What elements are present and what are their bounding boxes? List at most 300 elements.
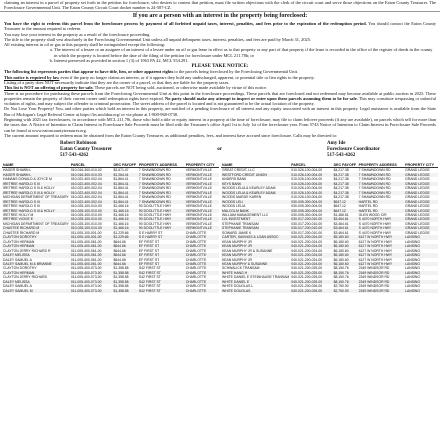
cell-address: S42 FIRST ST: [138, 271, 185, 275]
cell-city: VERMONTVILLE: [185, 204, 212, 209]
cell-address: 7 SHAWNDOWN RD: [358, 195, 391, 200]
cell-city: CHARLOTTE: [185, 248, 207, 253]
required-bold: This notice is required by law: [4, 74, 60, 80]
cell-parcel: 010-025-100-010-00: [70, 204, 102, 209]
cell-name: ANDERS BANK: [222, 177, 247, 182]
cell-name: WOODS LELIA: [222, 204, 246, 209]
cell-payoff: $1,358.58: [112, 271, 137, 275]
cell-parcel: 030-005-300-004-00: [290, 200, 332, 204]
cell-name: DALEY SAMUEL A: [3, 284, 32, 289]
cell-address: EF FIRST ST: [138, 248, 160, 253]
cell-name: SOWARD JAMIE K: [222, 230, 252, 235]
cell-city: VERMONTVILLE: [185, 195, 212, 200]
cell-address: 2349 WINDSOR RD: [358, 289, 404, 293]
listing-note: Listing of a party does NOT necessarily indicate that they are the owner of a parcel, or that they are liable for the property taxes.: [4, 79, 230, 85]
cell-city: LANSING: [405, 239, 420, 244]
cell-address: S 4470 NORTH HWY: [358, 217, 404, 221]
cell-parcel: 040-021-200-024-00: [290, 262, 332, 266]
cell-parcel: 040-021-200-024-00: [291, 248, 323, 253]
contact-phone: 517-543-4262: [326, 153, 356, 159]
cell-name: KEAN MURPHY JR & SUSANNE: [222, 248, 273, 253]
contact-title: Eaton County Treasurer: [60, 147, 113, 153]
cell-parcel: 010-025-100-010-00: [70, 221, 102, 226]
cell-name: WOODS LELI: [221, 200, 290, 204]
cell-address: S42 FIRST ST: [138, 266, 161, 271]
cell-payoff: $4,217.38: [333, 173, 358, 177]
cell-city: VERMONTVILLE: [185, 182, 219, 186]
cell-city: GRAND LEDGE: [405, 204, 430, 209]
cell-name: CARTER, SAVINGS & LOAN ASSOC: [221, 235, 290, 239]
cell-payoff: $4,217.38: [333, 195, 349, 200]
cell-address: S42 FIRST ST: [138, 280, 185, 284]
cell-address: 7 SHAWNDOWN RD: [358, 168, 391, 173]
cell-name: WESTFORD CREDIT UNION: [221, 173, 290, 177]
cell-city: LANSING: [405, 266, 420, 271]
cell-address: S 4470 NORTH HWY: [358, 221, 392, 226]
cell-city: GRAND LEDGE: [404, 200, 438, 204]
surplus-claim-paragraph: Beginning with 2021 tax foreclosures, in accordance with MCL 211.78t, those who hold a title or equity interest in a property at the time of foreclosure, may file to claim leftover proceeds (if any are available), on parcels which sell for more than the taxes due. A Notice of Intention to Claim Interest in Foreclosure Sale Proceeds must be filed with the Treasurer's office April 1st to July 1st of the foreclosure year. Form 5743 Notice of Intention to Claim Interest in Foreclosure Sale Proceeds can be found at www.eatoncountytreasurer.org.: [4, 117, 436, 133]
oil-gas-item: b. Interest preserved as provided in section 1 (3) of 1963 PA 42, MCL 554.291.: [54, 58, 436, 63]
cell-payoff: $4,217.38: [333, 186, 349, 191]
cell-parcel: 011-005-100-001-00: [70, 235, 113, 239]
col-address: PROPERTY ADDRESS: [358, 163, 404, 168]
cell-city: GRAND LEDGE: [405, 230, 430, 235]
cell-city: VERMONTVILLE: [185, 200, 219, 204]
cell-city: CHARLOTTE: [185, 275, 207, 280]
please-notice-heading: PLEASE TAKE NOTICE:: [191, 64, 249, 70]
cell-name: WHITE DANIEL E: [221, 280, 290, 284]
cell-payoff: $1,864.41: [112, 182, 137, 186]
contact-or: or: [217, 147, 222, 153]
not-offering-bold: This list is NOT an offering of property for sale.: [4, 85, 94, 91]
cell-parcel: 010-025-100-010-00: [70, 212, 102, 217]
cell-payoff: $2,750.90: [333, 284, 349, 289]
cell-address: 7 SHAWNDOWN RD: [358, 191, 404, 195]
docket-paragraph: claiming an interest in a parcel of property set forth in the petition for foreclosure, who desires to contest that petition, must file written objections with the clerk of the circuit court and serve those objections on the Eaton County Treasurer. The Foreclosure Governmental Unit. The Eaton County Circuit Court docket number is 24-587-CZ.: [4, 0, 436, 11]
cell-parcel: 011-005-400-073-00: [70, 284, 102, 289]
cell-address: 7 SHAWNDOWN RD: [358, 173, 404, 177]
procedure-text: There is no procedure for purchasing these parcels from the Foreclosing Governmental Unit at this point in the foreclosure proceedings. These parcels that are foreclosed and not redeemed may become available at public auction in 2025. These properties remain the property of their current owner until redemption rights have expired.: [4, 90, 436, 101]
cell-parcel: 010-022-400-002-04: [70, 182, 113, 186]
cell-name: CLAYTON DOROTHY: [3, 266, 37, 271]
cell-address: HARTEL RD: [358, 204, 378, 209]
cell-payoff: $1,358.58: [112, 280, 137, 284]
cell-parcel: 010-026-100-004-00: [291, 186, 323, 191]
cell-name: IRETREE HAROLD S III: [2, 182, 70, 186]
cell-parcel: 010-026-100-004-00: [290, 173, 332, 177]
cell-payoff: $8,150.76: [333, 280, 358, 284]
top-cut-paragraph: [0, 0, 440, 12]
cell-address: 2349 WINDSOR RD: [358, 275, 390, 280]
cell-city: CHARLOTTE: [185, 280, 219, 284]
cell-address: 7 SHAWNDOWN RD: [138, 168, 171, 173]
cell-parcel: 011-005-400-061-00: [70, 244, 113, 248]
cell-address: GLEN WOOD CIR: [358, 212, 387, 217]
cell-address: EF FIRST ST: [138, 257, 160, 262]
cell-parcel: 010-025-100-010-00: [70, 209, 113, 213]
cell-parcel: 040-021-200-025-00: [291, 275, 323, 280]
parcel-table-right: [221, 163, 438, 293]
cell-city: GRAND LEDGE: [405, 212, 430, 217]
cell-city: CHARLOTTE: [185, 244, 219, 248]
cell-payoff: $647.12: [333, 204, 346, 209]
col-payoff: DEC PAYOFF: [113, 163, 137, 168]
cell-parcel: 040-021-200-024-00: [290, 244, 332, 248]
cell-city: VERMONTVILLE: [185, 221, 212, 226]
cell-city: CHARLOTTE: [185, 230, 207, 235]
cell-address: 6127 W NORTH HWY: [358, 244, 404, 248]
cell-name: WOODS MARJIE KAREN: [222, 195, 262, 200]
cell-parcel: 010-026-100-004-00: [290, 182, 332, 186]
cell-name: CHASTEE RICHARD M: [3, 230, 40, 235]
cell-city: CHARLOTTE: [185, 271, 219, 275]
cell-parcel: 030-005-300-004-00: [291, 204, 323, 209]
cell-parcel: 011-005-400-061-00: [70, 239, 102, 244]
cell-address: 7 SHAWNDOWN RD: [138, 182, 185, 186]
cell-city: VERMONTVILLE: [185, 191, 219, 195]
cell-parcel: 040-021-200-025-00: [291, 266, 323, 271]
cell-parcel: 011-005-400-061-00: [70, 253, 113, 257]
cell-city: VERMONTVILLE: [185, 217, 219, 221]
cell-name: CLAYTON DOROTHY: [2, 235, 70, 239]
cell-name: DALEY MELISSA: [2, 280, 70, 284]
cell-address: S 4470 NORTH HWY: [358, 226, 404, 230]
cell-parcel: 011-005-400-073-00: [70, 275, 102, 280]
cell-city: GRAND LEDGE: [404, 182, 438, 186]
cell-address: S E HARRY ST: [138, 230, 163, 235]
cell-name: LVL INVESTMENT: [221, 217, 290, 221]
cell-name: CLAYTON JERRY RICHARD R: [3, 248, 51, 253]
cell-city: GRAND LEDGE: [405, 186, 430, 191]
cell-parcel: 010-016-300-010-02: [70, 168, 102, 173]
cell-name: GREAT CREDIT, LLC: [222, 168, 255, 173]
cell-address: 6127 W NORTH HWY: [358, 235, 404, 239]
cell-city: LANSING: [404, 235, 438, 239]
cell-address: 7 SHAWNDOWN RD: [138, 173, 185, 177]
cell-payoff: $644.66: [113, 257, 126, 262]
cell-payoff: $6,180.60: [333, 253, 358, 257]
cell-parcel: 010-025-100-010-00: [70, 226, 113, 230]
cell-address: EF FIRST ST: [138, 244, 185, 248]
col-address: PROPERTY ADDRESS: [138, 163, 185, 168]
cell-parcel: 010-022-400-002-04: [70, 186, 102, 191]
cell-payoff: $1,864.41: [112, 200, 137, 204]
cell-name: KEAN MURPHY JR: [221, 253, 290, 257]
col-city: PROPERTY CITY: [185, 163, 219, 168]
cell-payoff: $4,217.38: [333, 191, 358, 195]
cell-payoff: $6,180.60: [333, 239, 349, 244]
cell-payoff: $1,358.58: [113, 266, 129, 271]
cell-name: STEPHANIE TRANSAM: [221, 226, 290, 230]
cell-name: DALEY MELISSA: [2, 253, 70, 257]
cell-city: GRAND LEDGE: [405, 168, 430, 173]
oil-gas-intro: All existing interest in oil or gas in this property shall be extinguished except the following:: [4, 42, 166, 48]
cell-parcel: 010-026-100-004-00: [291, 195, 323, 200]
cell-name: CLAYTON JERRY RICHARD: [3, 275, 48, 280]
cell-name: IRETREE HOLLY M: [3, 212, 34, 217]
cell-address: 7 SHAWNDOWN RD: [358, 177, 391, 182]
cell-address: S 4470 NORTH HWY: [358, 230, 392, 235]
cell-city: GRAND LEDGE: [404, 173, 438, 177]
cell-address: S42 FIRST ST: [138, 284, 161, 289]
cell-city: CHARLOTTE: [185, 284, 207, 289]
cell-name: HAGER SHAWN L: [2, 173, 70, 177]
table-row: [221, 289, 438, 293]
cell-parcel: 010-022-400-002-04: [70, 177, 102, 182]
cell-payoff: $1,864.41: [113, 186, 129, 191]
col-name: NAME: [2, 163, 70, 168]
contact-title: Foreclosure Coordinator: [326, 147, 380, 153]
col-city: PROPERTY CITY: [404, 163, 438, 168]
cell-city: GRAND LEDGE: [404, 209, 438, 213]
contact-coordinator: [327, 141, 380, 159]
cell-payoff: $647.12: [333, 209, 358, 213]
cell-name: KEAN MURPHY JR: [222, 239, 252, 244]
cell-parcel: 030-017-200-010-00: [290, 217, 332, 221]
cell-parcel: 010-022-400-002-04: [70, 191, 113, 195]
cell-address: 6127 W NORTH HWY: [358, 253, 404, 257]
cell-payoff: $3,464.61: [333, 217, 358, 221]
cell-parcel: 040-021-200-025-00: [290, 271, 332, 275]
cell-name: CLAYTON HERMAN: [3, 239, 35, 244]
cell-city: CHARLOTTE: [185, 239, 207, 244]
cell-name: IRETREE VICKIE E: [2, 217, 70, 221]
cell-address: 90 DOOLITTLE HWY: [138, 209, 185, 213]
cell-address: 2349 WINDSOR RD: [358, 266, 390, 271]
cell-parcel: 040-021-200-024-00: [291, 257, 323, 262]
cell-parcel: 010-026-100-004-00: [291, 177, 323, 182]
cell-payoff: $1,358.58: [113, 275, 129, 280]
redeem-paragraph: [4, 21, 436, 32]
cell-parcel: 011-005-100-001-00: [70, 230, 102, 235]
cell-parcel: 030-017-200-010-00: [290, 226, 332, 230]
cell-address: 7 SHAWNDOWN RD: [138, 186, 171, 191]
cell-payoff: $644.66: [112, 262, 137, 266]
cell-address: 2349 WINDSOR RD: [358, 280, 404, 284]
cell-payoff: $1,358.58: [113, 284, 129, 289]
cell-city: VERMONTVILLE: [185, 177, 212, 182]
col-parcel: PARCEL: [70, 163, 113, 168]
cell-payoff: $1,229.66: [113, 230, 129, 235]
cell-address: S E HARRY ST: [138, 235, 185, 239]
cell-payoff: $1,466.16: [113, 221, 129, 226]
cell-payoff: $3,464.61: [333, 230, 349, 235]
cell-name: MALCOLM BANK: [221, 209, 290, 213]
cell-parcel: 010-022-400-002-04: [70, 195, 102, 200]
cell-parcel: 011-005-400-073-00: [70, 280, 113, 284]
cell-city: GRAND LEDGE: [405, 195, 430, 200]
cell-parcel: 011-005-400-061-00: [70, 257, 102, 262]
parcel-tables: [2, 163, 438, 293]
cell-parcel: 011-005-400-073-00: [70, 266, 102, 271]
cell-name: KEAN MURPHY JR: [221, 244, 290, 248]
cell-city: LANSING: [404, 253, 438, 257]
cell-parcel: 030-005-300-004-00: [290, 209, 332, 213]
cell-address: 7 SHAWNDOWN RD: [138, 195, 171, 200]
cell-city: CHARLOTTE: [185, 289, 219, 293]
cell-parcel: 040-021-200-024-00: [290, 235, 332, 239]
cell-payoff: $4,217.38: [333, 168, 349, 173]
cell-payoff: $4,217.38: [333, 182, 358, 186]
cell-payoff: $3,464.61: [333, 226, 358, 230]
cell-name: CLAYTON HERMAN: [2, 244, 70, 248]
cell-payoff: $1,264.41: [112, 173, 137, 177]
cell-name: WHITE HANG H: [221, 271, 290, 275]
cell-parcel: 011-005-400-061-00: [70, 262, 113, 266]
parties-rest: to the parcels being foreclosed by the Foreclosing Governmental Unit.: [174, 69, 299, 75]
cell-payoff: $8,150.76: [333, 266, 349, 271]
cell-parcel: 010-025-100-010-00: [70, 217, 113, 221]
cell-parcel: 040-021-200-025-00: [290, 280, 332, 284]
cell-name: WILLIAM MANAGEMENT LLC: [222, 212, 269, 217]
cell-name: WOODS LELIA & KEARLEY ADAM: [222, 186, 276, 191]
cell-name: WHITE DOUGLAS L: [222, 284, 254, 289]
oil-gas-item: a. The interest of a lessee or an assignee of an interest of a lessee under an oil or gas lease in effect as to that property or any part of that property if the lease is recorded in the office of the register of deeds in the county in which the property is located before the date of the filing of the petition for foreclosure under MCL 211.78h; or: [54, 47, 436, 57]
cell-name: IRETREE HAROLD S III & HOLLY: [3, 186, 55, 191]
redeem-bold: You have the right to redeem this parcel from the foreclosure process by payment of all forfeited unpaid taxes, interest, penalties, and fees prior to the expiration of the redemption period.: [4, 21, 367, 26]
cell-city: LANSING: [405, 248, 420, 253]
cell-city: GRAND LEDGE: [404, 217, 438, 221]
contact-phone: 517-543-4262: [60, 153, 89, 159]
cell-payoff: $8,150.76: [333, 275, 349, 280]
cell-name: WOODS LELIA & KEARLEY ADAM: [221, 191, 290, 195]
cell-address: EF FIRST ST: [138, 253, 185, 257]
cell-payoff: $1,466.16: [113, 204, 129, 209]
cell-name: DALEY SAMUEL M & BRIANNE: [2, 262, 70, 266]
col-parcel: PARCEL: [290, 163, 332, 168]
cell-parcel: 040-021-200-024-00: [291, 239, 323, 244]
cell-address: EF FIRST ST: [138, 239, 160, 244]
lose-interest-paragraph: You may lose your interest in the property as a result of the foreclosure proceeding.: [4, 31, 151, 37]
cell-payoff: $2,750.90: [333, 289, 358, 293]
cell-parcel: 030-005-300-004-00: [291, 212, 323, 217]
cell-city: VERMONTVILLE: [185, 173, 219, 177]
cell-parcel: 010-022-400-002-04: [70, 200, 113, 204]
cell-city: LANSING: [404, 289, 438, 293]
cell-address: HARTEL RD: [358, 200, 404, 204]
cell-address: HARTEL RD: [358, 209, 404, 213]
cell-address: EF FIRST ST: [138, 262, 185, 266]
cell-city: CHARLOTTE: [185, 257, 207, 262]
procedure-rest: This may constitute trespassing or unlawful violation of rights, and may subject the offender to criminal prosecution. The street address of the parcel is located and is not guaranteed to be the actual location of the property.: [4, 95, 436, 107]
cell-payoff: $5,180.60: [333, 235, 358, 239]
cell-city: VERMONTVILLE: [185, 186, 212, 191]
cell-payoff: $6,180.60: [333, 257, 349, 262]
cell-city: LANSING: [404, 280, 438, 284]
cell-payoff: $644.66: [112, 244, 137, 248]
parcel-table-right-body: [221, 168, 438, 293]
procedure-bold: No party should make any attempt to inspect or enter upon these parcels assuming them to be for sale.: [165, 95, 358, 101]
cell-city: GRAND LEDGE: [405, 221, 430, 226]
cell-name: DALEY SAMUEL A: [3, 257, 32, 262]
cell-name: CHASTEE RICHARD M: [2, 226, 70, 230]
cell-address: 7 SHAWNDOWN RD: [138, 191, 185, 195]
cell-name: IRETREE HAROLD S III: [2, 200, 70, 204]
cell-payoff: $1,358.58: [112, 289, 137, 293]
cell-address: 2349 WINDSOR RD: [358, 271, 404, 275]
cell-address: 6127 W NORTH HWY: [358, 257, 393, 262]
cell-payoff: $647.12: [333, 200, 358, 204]
cell-parcel: 030-017-200-010-00: [291, 221, 323, 226]
cell-payoff: $6,180.60: [333, 262, 358, 266]
contacts: [60, 141, 380, 159]
cell-name: WHITE DOUGLAS: [221, 289, 290, 293]
cell-parcel: 010-016-300-010-03: [70, 173, 113, 177]
title-vest-paragraph: The title to the property shall vest absolutely in the Foreclosing Governmental Unit unless all unpaid delinquent taxes, interest, penalties, and fees are paid by March 31, 2025.: [4, 36, 312, 42]
cell-parcel: 040-021-200-026-00: [290, 289, 332, 293]
cell-address: 6127 W NORTH HWY: [358, 248, 393, 253]
table-row: [2, 289, 219, 293]
cell-parcel: 010-026-100-004-00: [290, 191, 332, 195]
cell-address: 90 DOOLITTLE HWY: [138, 217, 185, 221]
cell-payoff: $1,466.16: [112, 209, 137, 213]
required-rest: even if the party no longer claims an interest, or if it appears they hold any undischarged, apparent, or potential title or lien rights to the property.: [60, 74, 315, 80]
cell-parcel: 030-017-200-010-00: [291, 230, 323, 235]
cell-name: SCHWALICK TRANSAM: [222, 266, 260, 271]
cell-city: LANSING: [405, 284, 420, 289]
cell-city: LANSING: [405, 257, 420, 262]
cell-payoff: $1,864.41: [113, 195, 129, 200]
cell-payoff: $4,217.38: [333, 177, 349, 182]
cell-city: CHARLOTTE: [185, 235, 219, 239]
cell-address: 90 DOOLITTLE HWY: [138, 204, 172, 209]
cell-payoff: $644.66: [113, 248, 126, 253]
procedure-paragraph: [4, 91, 436, 107]
cell-parcel: 011-005-400-073-00: [70, 289, 113, 293]
cell-name: WHITE DANIEL E STEINHAUSE TRANSAM: [222, 275, 290, 280]
cell-payoff: $8,150.76: [333, 271, 358, 275]
cell-city: CHARLOTTE: [185, 253, 219, 257]
cell-address: 6127 W NORTH HWY: [358, 262, 404, 266]
cell-payoff: $3,464.61: [333, 221, 349, 226]
amount-note-paragraph: The current amount required to redeem must be obtained from the Eaton County Treasurer, as additional penalties, fees, and interest have accrued since foreclosure. Calls may be directed to:: [4, 132, 338, 138]
cell-parcel: 010-026-100-004-00: [291, 168, 323, 173]
cell-name: DALEY SAMUEL M: [2, 289, 70, 293]
cell-address: 7 SHAWNDOWN RD: [358, 186, 391, 191]
cell-address: 2349 WINDSOR RD: [358, 284, 390, 289]
cell-name: KEAN MURPHY & SUSANNE: [221, 262, 290, 266]
cell-address: 7 SHAWNDOWN RD: [138, 177, 171, 182]
cell-name: KEYS BANK: [221, 182, 290, 186]
cell-city: LANSING: [405, 275, 420, 280]
notice-headline: If you are a person with an interest in the property being foreclosed:: [132, 13, 308, 19]
cell-city: GRAND LEDGE: [404, 226, 438, 230]
cell-city: CHARLOTTE: [185, 266, 207, 271]
cell-address: 7 SHAWNDOWN RD: [358, 182, 404, 186]
cell-city: VERMONTVILLE: [185, 209, 219, 213]
cell-parcel: 040-021-200-026-00: [291, 284, 323, 289]
cell-name: IRETREE HAROLD S III & HOLLY: [2, 191, 70, 195]
col-name: NAME: [221, 163, 290, 168]
cell-payoff: $1,229.66: [112, 235, 137, 239]
contact-name: Robert Robinson: [60, 141, 97, 147]
cell-payoff: $1,466.61: [333, 212, 349, 217]
cell-address: S42 FIRST ST: [138, 275, 161, 280]
cell-name: MICHIGAN DEPARTMENT OF TREASURY: [3, 195, 69, 200]
cell-name: HAGER SHAWN L: [3, 168, 32, 173]
cell-payoff: $1,864.41: [112, 191, 137, 195]
cell-name: MICHIGAN DEPARTMENT OF TREASURY: [3, 221, 69, 226]
parcel-table-left-body: [2, 168, 219, 293]
col-payoff: DEC PAYOFF: [333, 163, 357, 168]
cell-city: VERMONTVILLE: [185, 226, 219, 230]
cell-payoff: $1,466.16: [112, 226, 137, 230]
oil-gas-list: [14, 47, 436, 63]
cell-name: STEPHANIE TRANSAM: [222, 221, 259, 226]
cell-payoff: $1,466.16: [113, 212, 129, 217]
cell-parcel: 040-021-200-024-00: [290, 253, 332, 257]
cell-name: KEAN MURPHY JR: [222, 257, 252, 262]
